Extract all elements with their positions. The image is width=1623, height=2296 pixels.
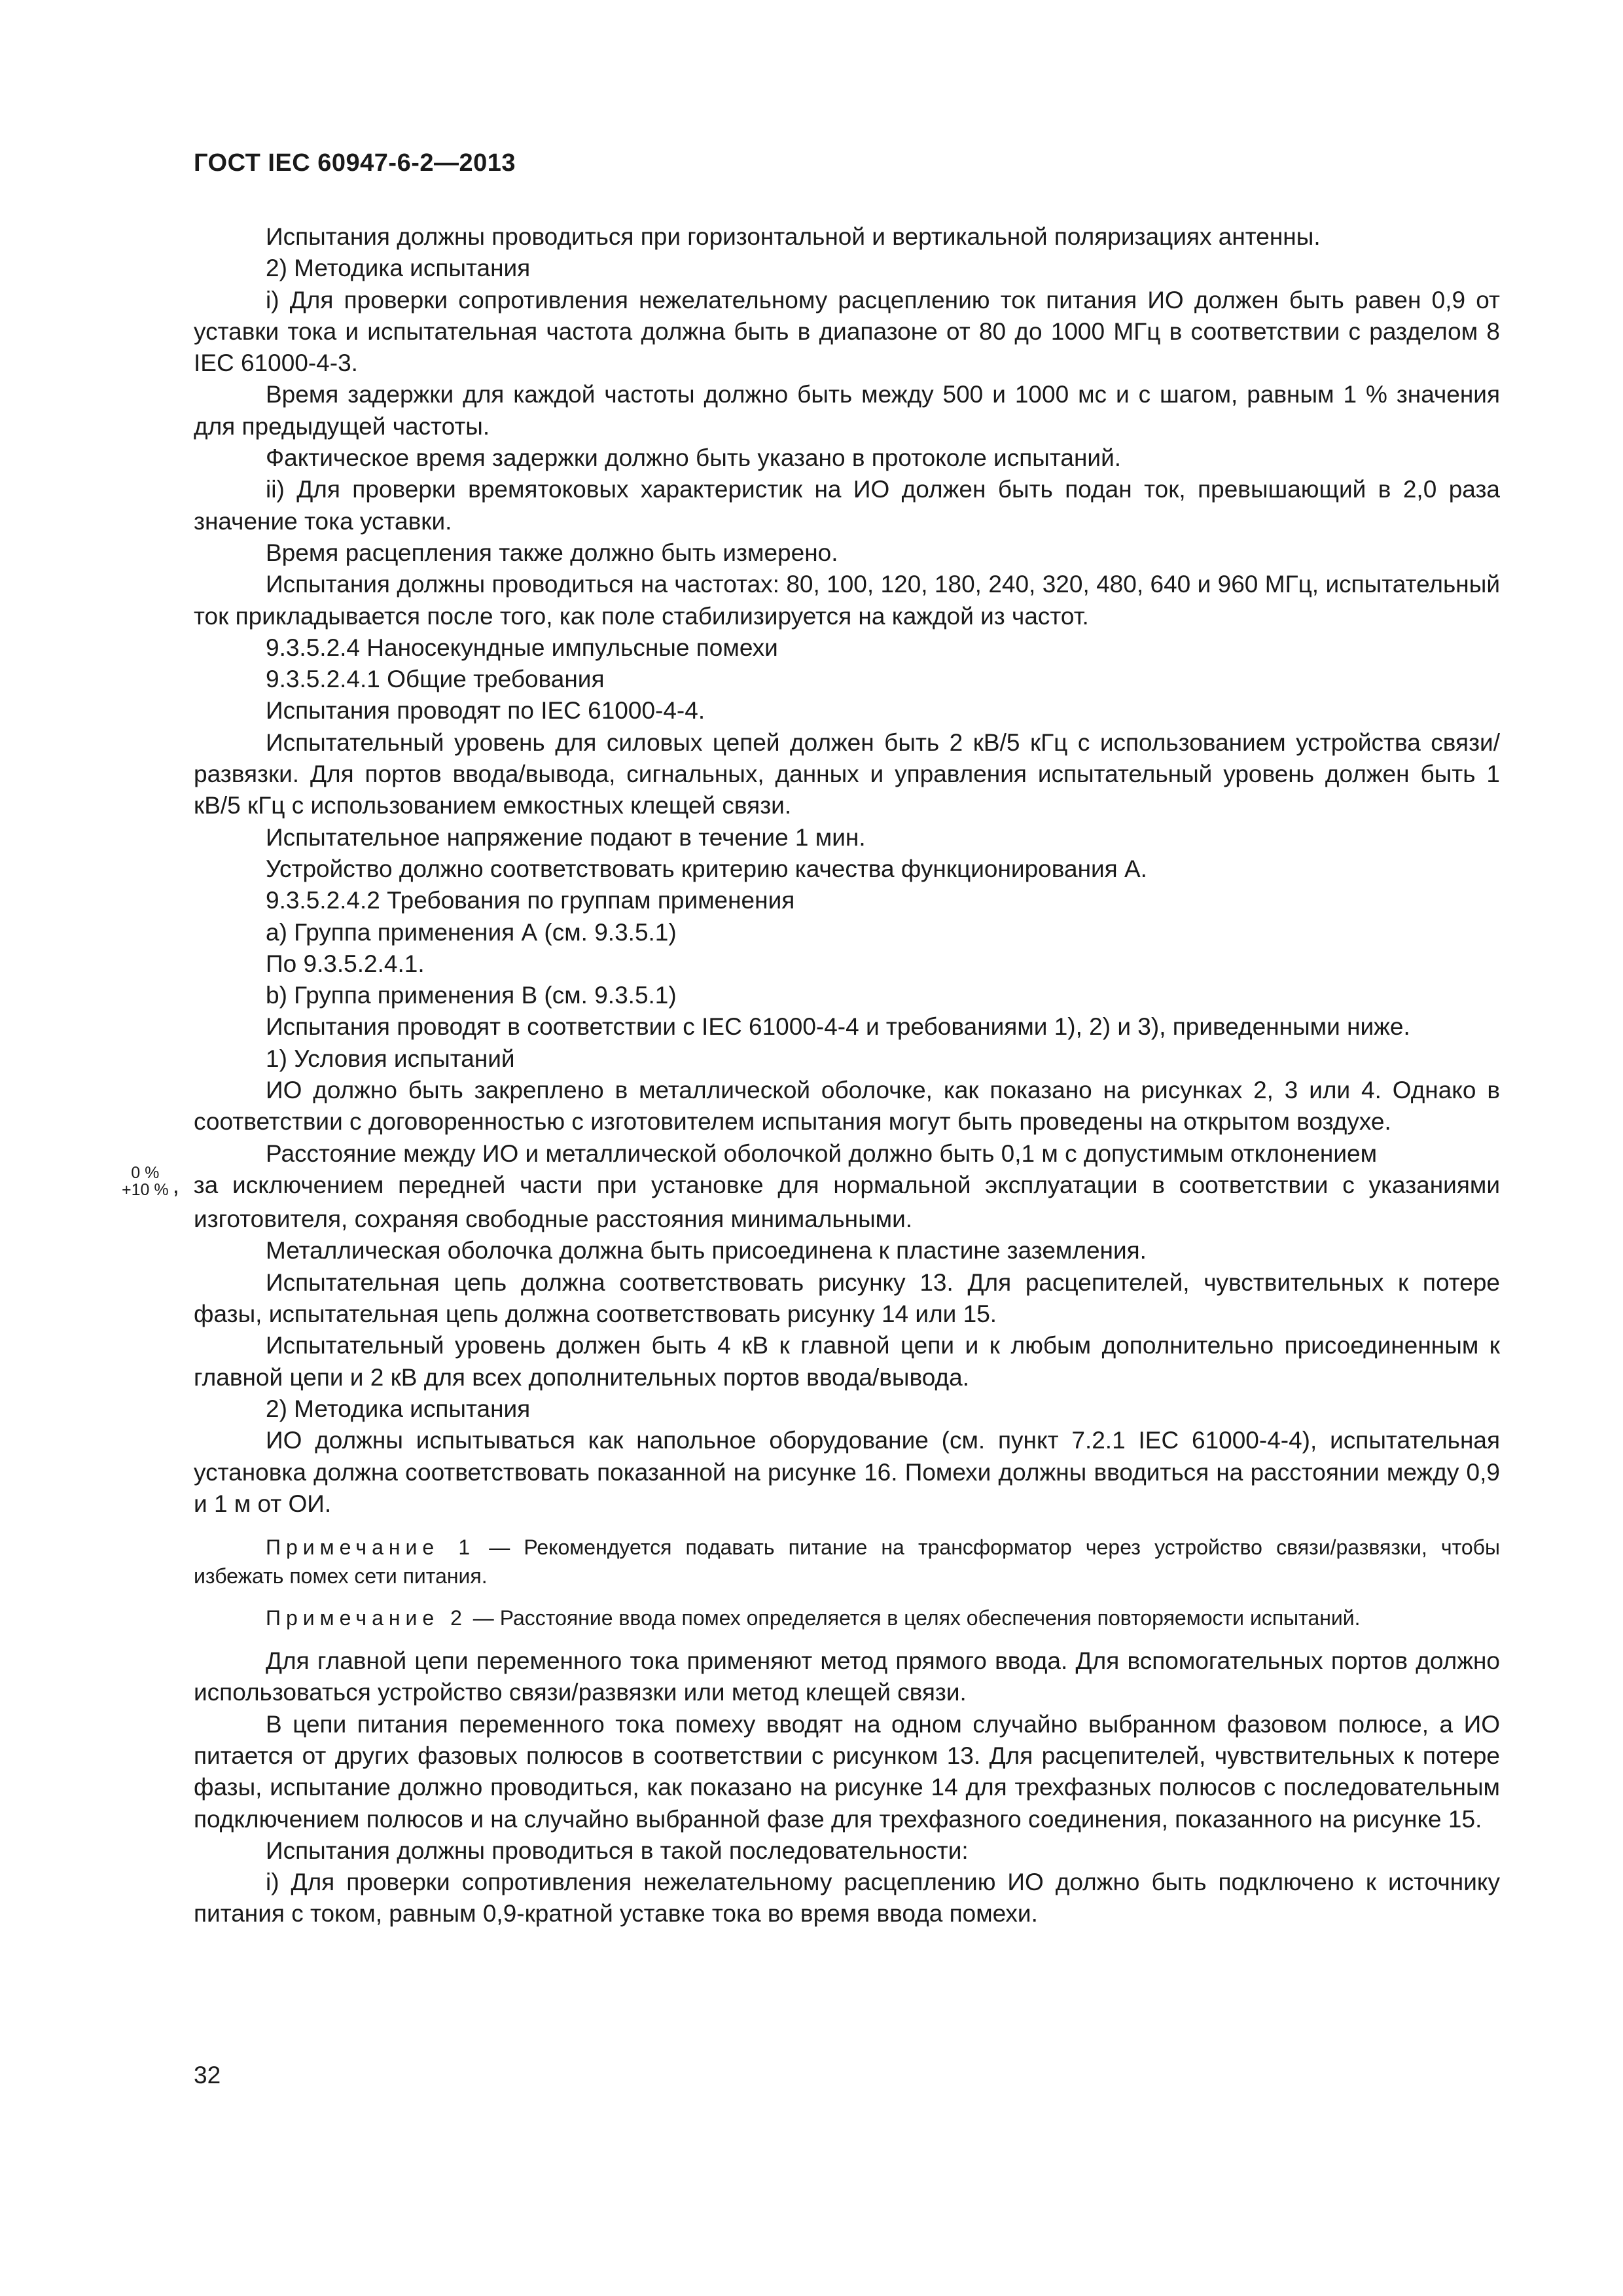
paragraph: а) Группа применения А (см. 9.3.5.1) <box>266 918 677 946</box>
tolerance-text-end: , за исключением передней части при установке для нормальной эксплуатации в соответствии с указаниями изготовителя, сохраняя свободные расстояния минимальными. <box>172 1171 1500 1233</box>
tolerance-lower: +10 % <box>122 1181 169 1200</box>
section-heading: 9.3.5.2.4.1 Общие требования <box>266 666 605 693</box>
note-2 <box>194 1604 1500 1632</box>
paragraph: Испытательный уровень должен быть 4 кВ к главной цепи и к любым дополнительно присоединенным к главной цепи и 2 кВ для всех дополнительных портов ввода/вывода. <box>194 1332 1500 1391</box>
paragraph: Испытания проводят по IEC 61000-4-4. <box>266 697 705 725</box>
paragraph: В цепи питания переменного тока помеху вводят на одном случайно выбранном фазовом полюсе, а ИО питается от других фазовых полюсов в соответствии с рисунком 13. Для расцепителей, чувствительных к потере фазы, испытание должно проводиться, как показано на рисунке 14 для трехфазных полюсов с последовательным подключением полюсов и на случайно выбранной фазе для трехфазного соединения, показанного на рисунке 15. <box>194 1710 1500 1833</box>
paragraph: Испытания должны проводиться на частотах: 80, 100, 120, 180, 240, 320, 480, 640 и 960 МГц, испытательный ток прикладывается после того, как поле стабилизируется на каждой из частот. <box>194 571 1500 630</box>
paragraph: 2) Методика испытания <box>266 1395 531 1422</box>
page-number: 32 <box>194 2062 221 2089</box>
note-text: — Рекомендуется подавать питание на трансформатор через устройство связи/развязки, чтобы избежать помех сети питания. <box>194 1535 1501 1588</box>
paragraph: ii) Для проверки времятоковых характеристик на ИО должен быть подан ток, превышающий в 2,0 раза значение тока уставки. <box>194 476 1500 535</box>
paragraph: Испытательное напряжение подают в течение 1 мин. <box>266 823 866 851</box>
paragraph: b) Группа применения В (см. 9.3.5.1) <box>266 982 677 1009</box>
paragraph: 2) Методика испытания <box>266 255 531 282</box>
paragraph: Испытательная цепь должна соответствовать рисунку 13. Для расцепителей, чувствительных к потере фазы, испытательная цепь должна соответствовать рисунку 14 или 15. <box>194 1268 1500 1328</box>
section-heading: 9.3.5.2.4.2 Требования по группам применения <box>266 887 795 914</box>
paragraph: Испытания проводят в соответствии с IEC 61000-4-4 и требованиями 1), 2) и 3), приведенными ниже. <box>266 1013 1410 1041</box>
tolerance-text-start: Расстояние между ИО и металлической оболочкой должно быть 0,1 м с допустимым отклонением <box>266 1139 1378 1167</box>
paragraph: Металлическая оболочка должна быть присоединена к пластине заземления. <box>266 1237 1147 1265</box>
paragraph: Испытания должны проводиться при горизонтальной и вертикальной поляризациях антенны. <box>266 223 1321 250</box>
paragraph: Время расцепления также должно быть измерено. <box>266 539 838 566</box>
paragraph: i) Для проверки сопротивления нежелательному расцеплению ИО должно быть подключено к источнику питания с током, равным 0,9-кратной уставке тока во время ввода помехи. <box>194 1869 1500 1928</box>
paragraph: ИО должны испытываться как напольное оборудование (см. пункт 7.2.1 IEC 61000-4-4), испытательная установка должна соответствовать показанной на рисунке 16. Помехи должны вводиться на расстоянии между 0,9 и 1 м от ОИ. <box>194 1427 1500 1517</box>
paragraph: Для главной цепи переменного тока применяют метод прямого ввода. Для вспомогательных портов должно использоваться устройство связи/развязки или метод клещей связи. <box>194 1647 1500 1706</box>
paragraph: Испытания должны проводиться в такой последовательности: <box>266 1837 969 1864</box>
paragraph: 1) Условия испытаний <box>266 1045 515 1072</box>
paragraph: Время задержки для каждой частоты должно быть между 500 и 1000 мс и с шагом, равным 1 % значения для предыдущей частоты. <box>194 381 1500 440</box>
paragraph: Испытательный уровень для силовых цепей должен быть 2 кВ/5 кГц с использованием устройства связи/развязки. Для портов ввода/вывода, сигнальных, данных и управления испытательный уровень должен быть 1 кВ/5 кГц с использованием емкостных клещей связи. <box>194 728 1500 819</box>
tolerance-stack <box>122 1164 169 1198</box>
note-label: Примечание 1 <box>266 1535 476 1560</box>
document-header: ГОСТ IEC 60947-6-2—2013 <box>194 149 516 177</box>
tolerance-line <box>122 1164 1500 1233</box>
paragraph: ИО должно быть закреплено в металлической оболочке, как показано на рисунках 2, 3 или 4. Однако в соответствии с договоренностью с изготовителем испытания могут быть проведены на открытом воздухе. <box>194 1077 1500 1136</box>
note-text: — Расстояние ввода помех определяется в целях обеспечения повторяемости испытаний. <box>467 1606 1361 1630</box>
tolerance-upper: 0 % <box>131 1164 160 1183</box>
document-body <box>122 221 1501 1930</box>
paragraph: Фактическое время задержки должно быть указано в протоколе испытаний. <box>266 444 1122 472</box>
section-heading: 9.3.5.2.4 Наносекундные импульсные помехи <box>266 634 778 661</box>
paragraph: Устройство должно соответствовать критерию качества функционирования А. <box>266 855 1147 882</box>
note-label: Примечание 2 <box>266 1606 467 1630</box>
tolerance-paragraph <box>122 1138 1500 1236</box>
paragraph: i) Для проверки сопротивления нежелательному расцеплению ток питания ИО должен быть равен 0,9 от уставки тока и испытательная частота должна быть в диапазоне от 80 до 1000 МГц в соответствии с разделом 8 IEC 61000-4-3. <box>194 286 1500 377</box>
note-1 <box>194 1533 1500 1590</box>
paragraph: По 9.3.5.2.4.1. <box>266 950 425 977</box>
